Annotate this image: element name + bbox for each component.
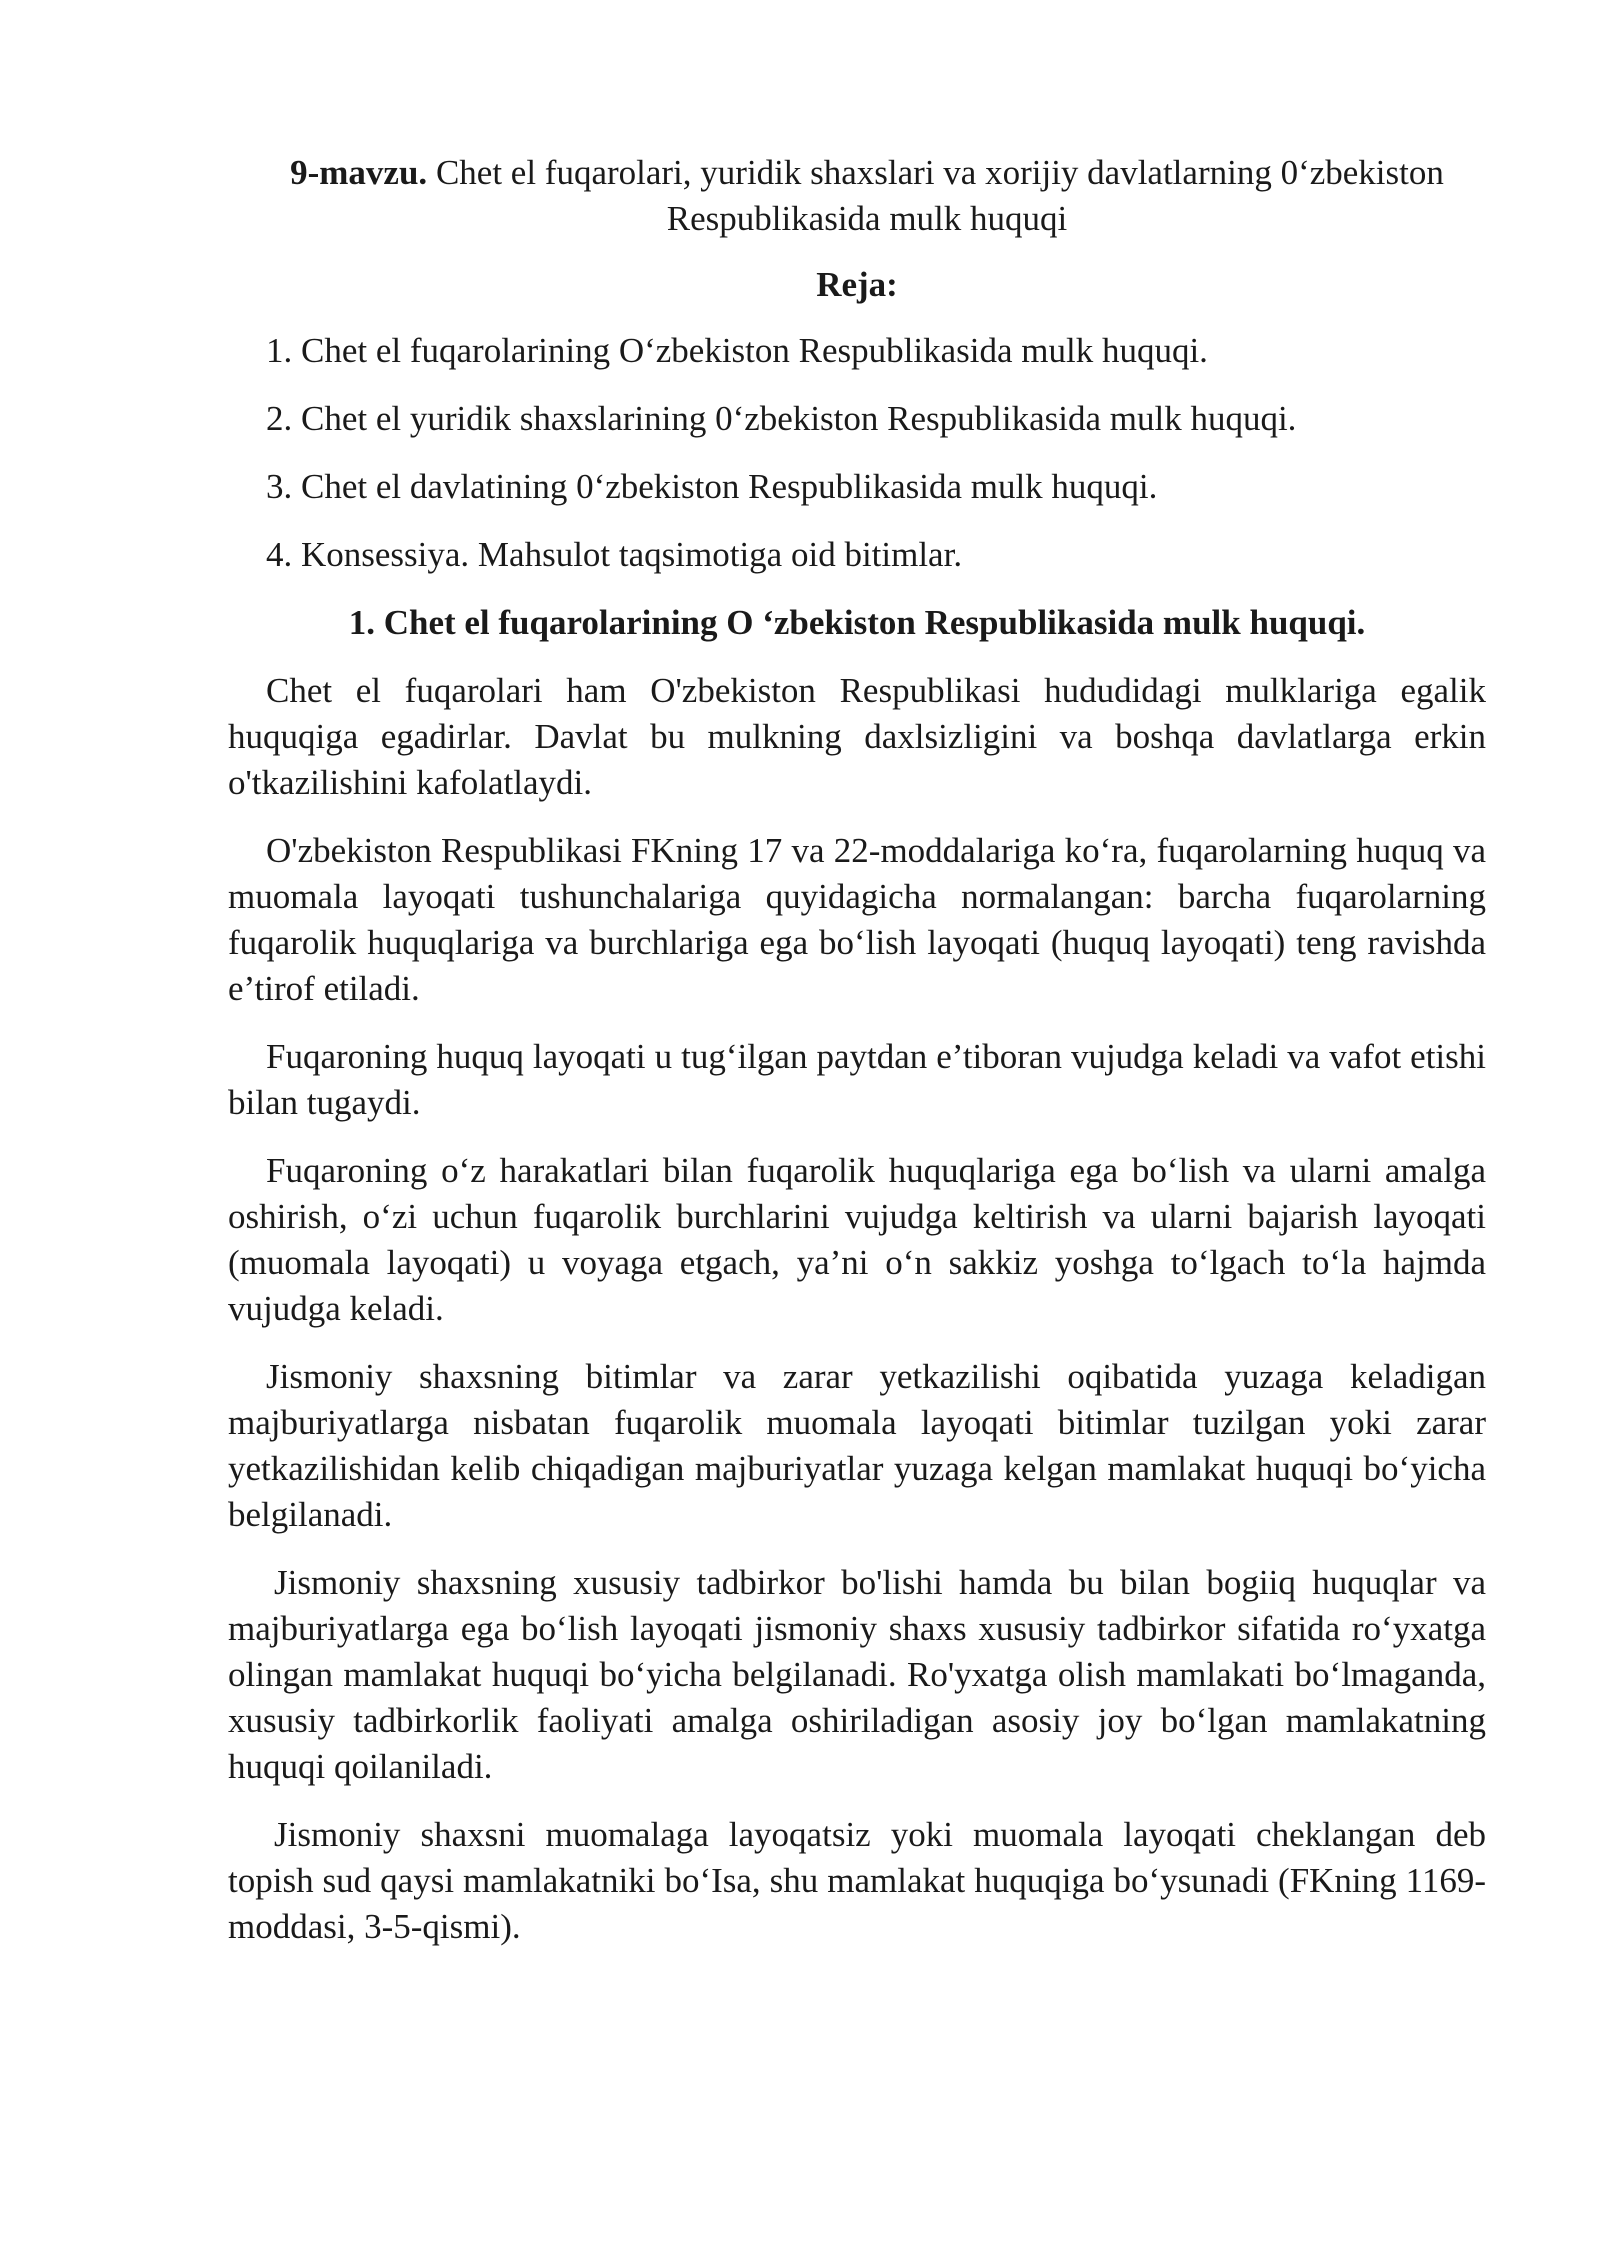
paragraph: Jismoniy shaxsning bitimlar va zarar yetkazilishi oqibatida yuzaga keladigan majburiyatlarga nisbatan fuqarolik muomala layoqati bitimlar tuzilgan yoki zarar yetkazilishidan kelib chiqadigan majburiyatlar yuzaga kelgan mamlakat huquqi bo‘yicha belgilanadi. <box>228 1357 1486 1534</box>
plan-item: 4. Konsessiya. Mahsulot taqsimotiga oid bitimlar. <box>266 535 963 574</box>
plan-item: 2. Chet el yuridik shaxslarining 0‘zbekiston Respublikasida mulk huquqi. <box>266 399 1297 438</box>
plan-item: 3. Chet el davlatining 0‘zbekiston Respublikasida mulk huquqi. <box>266 467 1158 506</box>
topic-title-text: Chet el fuqarolari, yuridik shaxslari va xorijiy davlatlarning 0‘zbekiston Respublikasida mulk huquqi <box>427 153 1444 238</box>
paragraph: Jismoniy shaxsning xususiy tadbirkor bo'lishi hamda bu bilan bogiiq huquqlar va majburiyatlarga ega bo‘lish layoqati jismoniy shaxs xususiy tadbirkor sifatida ro‘yxatga olingan mamlakat huquqi bo‘yicha belgilanadi. Ro'yxatga olish mamlakati bo‘lmaganda, xususiy tadbirkorlik faoliyati amalga oshiriladigan asosiy joy bo‘lgan mamlakatning huquqi qoilaniladi. <box>228 1563 1486 1786</box>
paragraph: O'zbekiston Respublikasi FKning 17 va 22-moddalariga ko‘ra, fuqarolarning huquq va muomala layoqati tushunchalariga quyidagicha normalangan: barcha fuqarolarning fuqarolik huquqlariga va burchlariga ega bo‘lish layoqati (huquq layoqati) teng ravishda e’tirof etiladi. <box>228 831 1486 1008</box>
plan-heading: Reja: <box>816 265 898 304</box>
topic-number: 9-mavzu. <box>290 153 428 192</box>
paragraph: Fuqaroning o‘z harakatlari bilan fuqarolik huquqlariga ega bo‘lish va ularni amalga oshirish, o‘zi uchun fuqarolik burchlarini vujudga keltirish va ularni bajarish layoqati (muomala layoqati) u voyaga etgach, ya’ni o‘n sakkiz yoshga to‘lgach to‘la hajmda vujudga keladi. <box>228 1151 1486 1328</box>
document-content <box>228 150 1486 1950</box>
section-heading: 1. Chet el fuqarolarining O ‘zbekiston Respublikasida mulk huquqi. <box>348 603 1366 642</box>
paragraph: Jismoniy shaxsni muomalaga layoqatsiz yoki muomala layoqati cheklangan deb topish sud qaysi mamlakatniki bo‘Isa, shu mamlakat huquqiga bo‘ysunadi (FKning 1169-moddasi, 3-5-qismi). <box>228 1815 1486 1946</box>
paragraph: Chet el fuqarolari ham O'zbekiston Respublikasi hududidagi mulklariga egalik huquqiga egadirlar. Davlat bu mulkning daxlsizligini va boshqa davlatlarga erkin o'tkazilishini kafolatlaydi. <box>228 671 1486 802</box>
plan-item: 1. Chet el fuqarolarining O‘zbekiston Respublikasida mulk huquqi. <box>266 331 1208 370</box>
topic-title <box>228 150 1486 242</box>
paragraph: Fuqaroning huquq layoqati u tug‘ilgan paytdan e’tiboran vujudga keladi va vafot etishi bilan tugaydi. <box>228 1037 1486 1122</box>
plan-list <box>228 328 1486 578</box>
